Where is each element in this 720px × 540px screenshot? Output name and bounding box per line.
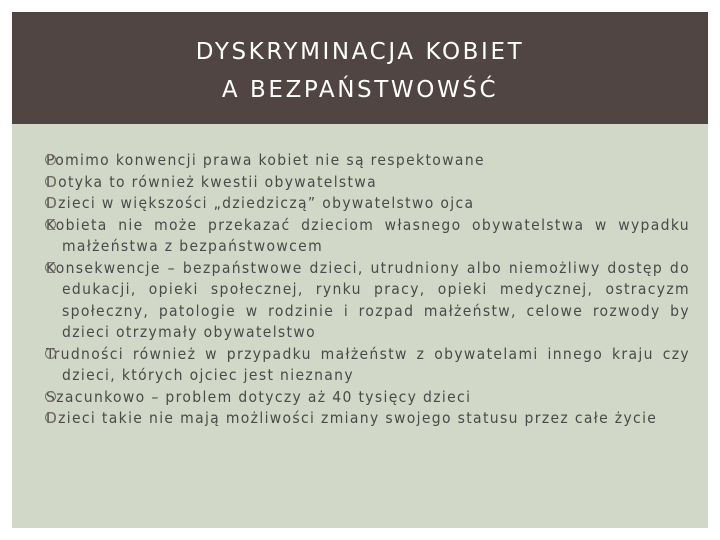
list-item	[30, 344, 690, 387]
list-item	[30, 258, 690, 344]
list-item	[30, 215, 690, 258]
list-item-text: Dotyka to również kwestii obywatelstwa	[46, 172, 378, 191]
bullet-icon	[45, 176, 56, 187]
list-item-text: Pomimo konwencji prawa kobiet nie są respektowane	[46, 151, 485, 169]
title-band	[12, 12, 708, 124]
list-item-text: Dzieci takie nie mają możliwości zmiany swojego statusu przez całe życie	[46, 409, 658, 427]
list-item-text: Dzieci w większości „dziedziczą” obywatelstwo ojca	[46, 194, 475, 212]
bullet-list	[30, 150, 690, 430]
bullet-icon	[45, 348, 56, 359]
slide-title-line-2: A BEZPAŃSTWOWŚĆ	[221, 77, 499, 103]
slide-title-line-1: DYSKRYMINACJA KOBIET	[195, 39, 525, 65]
list-item	[30, 172, 690, 194]
bullet-icon	[45, 262, 56, 273]
list-item	[30, 193, 690, 215]
bullet-icon	[45, 197, 56, 208]
list-item	[30, 408, 690, 430]
slide	[12, 12, 708, 528]
list-item-text: Konsekwencje – bezpaństwowe dzieci, utrudniony albo niemożliwy dostęp do edukacji, opieki społecznej, rynku pracy, opieki medycznej, ostracyzm społeczny, patologie w rodzinie i rozpad małżeństw, celowe rozwody by dzieci otrzymały obywatelstwo	[46, 258, 690, 341]
bullet-icon	[45, 219, 56, 230]
bullet-icon	[45, 154, 56, 165]
list-item-text: Trudności również w przypadku małżeństw z obywatelami innego kraju czy dzieci, których ojciec jest nieznany	[46, 344, 690, 384]
list-item	[30, 387, 690, 409]
list-item-text: Szacunkowo – problem dotyczy aż 40 tysięcy dzieci	[46, 387, 472, 406]
bullet-icon	[45, 412, 56, 423]
bullet-icon	[45, 391, 56, 402]
list-item-text: Kobieta nie może przekazać dzieciom własnego obywatelstwa w wypadku małżeństwa z bezpaństwowcem	[46, 215, 690, 255]
list-item	[30, 150, 690, 172]
